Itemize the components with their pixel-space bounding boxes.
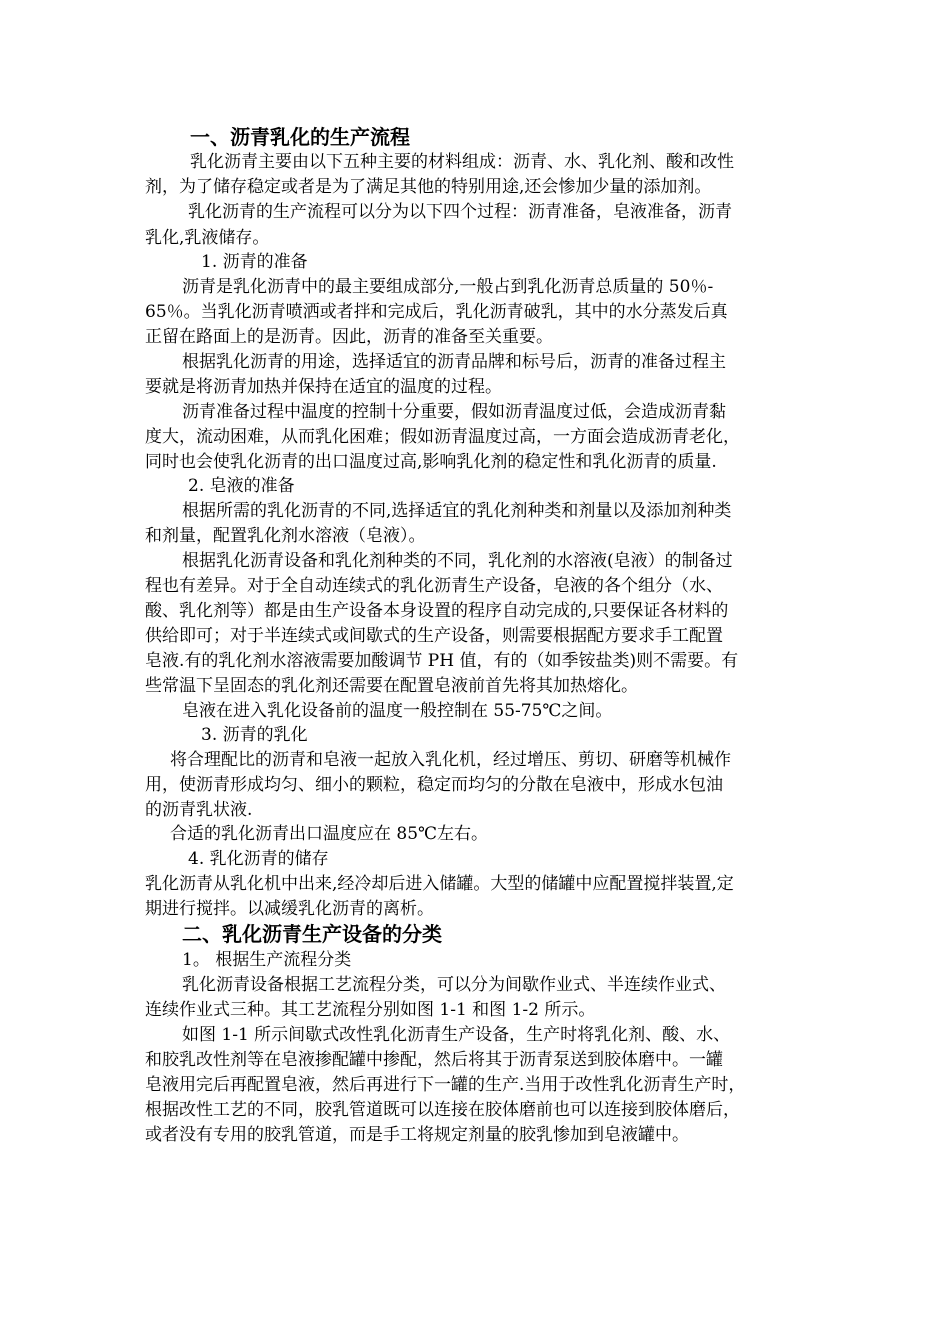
subsection-heading: 4. 乳化沥青的储存 <box>188 849 329 869</box>
paragraph-line: 剂，为了储存稳定或者是为了满足其他的特别用途,还会惨加少量的添加剂。 <box>145 177 712 197</box>
paragraph-line: 些常温下呈固态的乳化剂还需要在配置皂液前首先将其加热熔化。 <box>145 676 638 696</box>
section-heading-1: 一、沥青乳化的生产流程 <box>190 125 410 149</box>
paragraph-line: 和胶乳改性剂等在皂液掺配罐中掺配，然后将其于沥青泵送到胶体磨中。一罐 <box>145 1050 723 1070</box>
paragraph-line: 乳化沥青的生产流程可以分为以下四个过程：沥青准备，皂液准备，沥青 <box>188 202 732 222</box>
paragraph-line: 酸、乳化剂等）都是由生产设备本身设置的程序自动完成的,只要保证各材料的 <box>145 601 729 621</box>
paragraph-line: 根据乳化沥青的用途，选择适宜的沥青品牌和标号后，沥青的准备过程主 <box>182 352 726 372</box>
subsection-heading: 3. 沥青的乳化 <box>201 725 308 745</box>
subsection-heading: 2. 皂液的准备 <box>188 476 295 496</box>
paragraph-line: 根据改性工艺的不同，胶乳管道既可以连接在胶体磨前也可以连接到胶体磨后， <box>145 1100 740 1120</box>
paragraph-line: 乳化沥青设备根据工艺流程分类，可以分为间歇作业式、半连续作业式、 <box>182 975 726 995</box>
paragraph-line: 乳化,乳液储存。 <box>145 228 270 248</box>
paragraph-line: 乳化沥青主要由以下五种主要的材料组成：沥青、水、乳化剂、酸和改性 <box>190 152 734 172</box>
paragraph-line: 或者没有专用的胶乳管道，而是手工将规定剂量的胶乳惨加到皂液罐中。 <box>145 1125 689 1145</box>
paragraph-line: 期进行搅拌。以减缓乳化沥青的离析。 <box>145 899 434 919</box>
paragraph-line: 沥青准备过程中温度的控制十分重要，假如沥青温度过低，会造成沥青黏 <box>182 402 726 422</box>
paragraph-line: 要就是将沥青加热并保持在适宜的温度的过程。 <box>145 377 502 397</box>
paragraph-line: 根据乳化沥青设备和乳化剂种类的不同，乳化剂的水溶液(皂液）的制备过 <box>182 551 733 571</box>
paragraph-line: 和剂量，配置乳化剂水溶液（皂液）。 <box>145 526 426 546</box>
paragraph-line: 皂液.有的乳化剂水溶液需要加酸调节 PH 值，有的（如季铵盐类)则不需要。有 <box>145 651 739 671</box>
paragraph-line: 乳化沥青从乳化机中出来,经冷却后进入储罐。大型的储罐中应配置搅拌装置,定 <box>145 874 734 894</box>
paragraph-line: 用，使沥青形成均匀、细小的颗粒，稳定而均匀的分散在皂液中，形成水包油 <box>145 775 723 795</box>
paragraph-line: 同时也会使乳化沥青的出口温度过高,影响乳化剂的稳定性和乳化沥青的质量. <box>145 452 717 472</box>
paragraph-line: 程也有差异。对于全自动连续式的乳化沥青生产设备，皂液的各个组分（水、 <box>145 576 723 596</box>
paragraph-line: 的沥青乳状液. <box>145 800 253 820</box>
section-heading-2: 二、乳化沥青生产设备的分类 <box>182 922 442 946</box>
paragraph-line: 合适的乳化沥青出口温度应在 85℃左右。 <box>170 824 489 844</box>
paragraph-line: 如图 1-1 所示间歇式改性乳化沥青生产设备，生产时将乳化剂、酸、水、 <box>182 1025 731 1045</box>
paragraph-line: 根据所需的乳化沥青的不同,选择适宜的乳化剂种类和剂量以及添加剂种类 <box>182 501 732 521</box>
paragraph-line: 连续作业式三种。其工艺流程分别如图 1-1 和图 1-2 所示。 <box>145 1000 596 1020</box>
paragraph-line: 供给即可；对于半连续式或间歇式的生产设备，则需要根据配方要求手工配置 <box>145 626 723 646</box>
subsection-heading: 1。 根据生产流程分类 <box>182 950 352 970</box>
paragraph-line: 皂液在进入乳化设备前的温度一般控制在 55-75℃之间。 <box>182 701 613 721</box>
subsection-heading: 1. 沥青的准备 <box>201 252 308 272</box>
paragraph-line: 正留在路面上的是沥青。因此，沥青的准备至关重要。 <box>145 327 553 347</box>
paragraph-line: 将合理配比的沥青和皂液一起放入乳化机，经过增压、剪切、研磨等机械作 <box>170 750 731 770</box>
paragraph-line: 皂液用完后再配置皂液，然后再进行下一罐的生产.当用于改性乳化沥青生产时， <box>145 1075 746 1095</box>
paragraph-line: 度大，流动困难，从而乳化困难；假如沥青温度过高，一方面会造成沥青老化， <box>145 427 740 447</box>
paragraph-line: 65％。当乳化沥青喷洒或者拌和完成后，乳化沥青破乳，其中的水分蒸发后真 <box>145 302 728 322</box>
paragraph-line: 沥青是乳化沥青中的最主要组成部分,一般占到乳化沥青总质量的 50％- <box>182 277 714 297</box>
